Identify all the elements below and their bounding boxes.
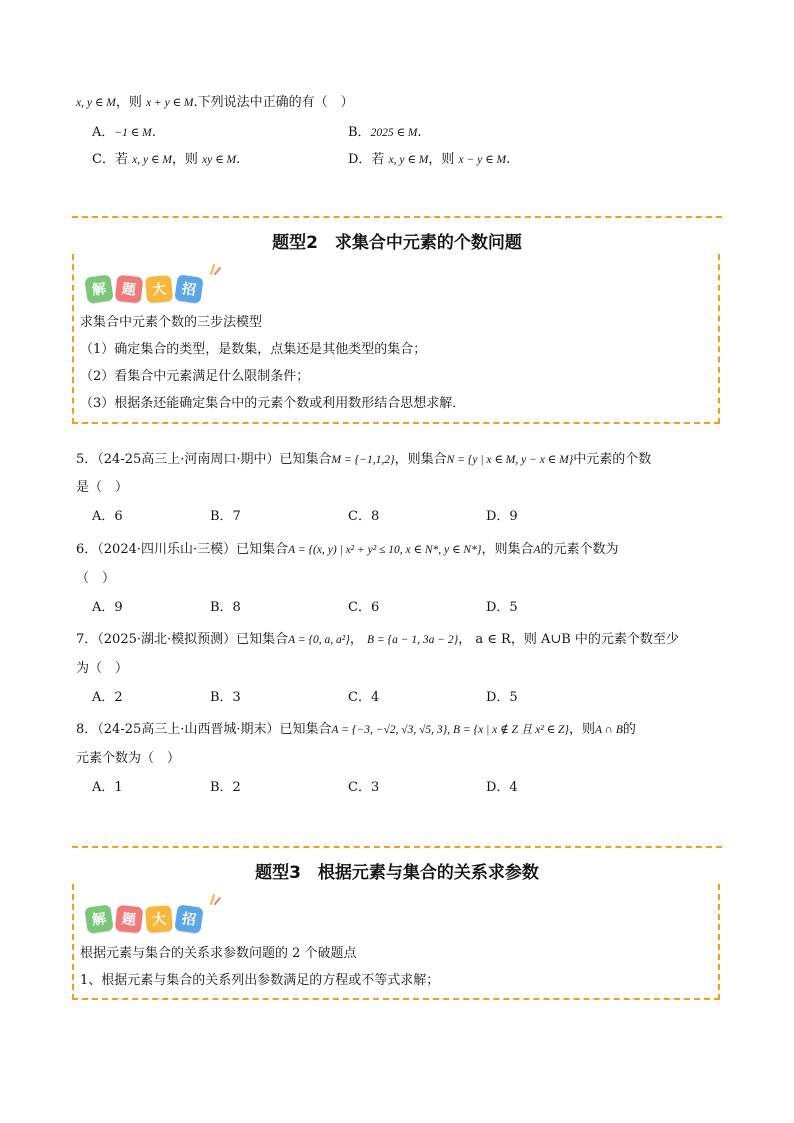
question-stem: x, y ∈ M，则 x + y ∈ M.下列说法中正确的有（ ） <box>76 95 354 110</box>
option-a: A．−1 ∈ M. <box>92 125 156 140</box>
tip-line: 求集合中元素个数的三步法模型 <box>80 315 263 330</box>
option: A．6 <box>92 509 123 524</box>
sparkle-icon <box>208 892 222 906</box>
section-title: 题型2 求集合中元素的个数问题 <box>272 233 522 253</box>
question-5-stem: 5．（24-25高三上·河南周口·期中）已知集合M = {−1,1,2}，则集合N = {y | x ∈ M, y − x ∈ M}中元素的个数 <box>76 452 652 467</box>
badge-tile: 大 <box>145 275 173 303</box>
option: C．6 <box>348 600 380 615</box>
tip-line: 1、根据元素与集合的关系列出参数满足的方程或不等式求解； <box>80 973 440 988</box>
tip-line: （3）根据条还能确定集合中的元素个数或利用数形结合思想求解． <box>80 396 466 411</box>
sparkle-icon <box>208 262 222 276</box>
question-6-stem-cont: （ ） <box>76 571 116 586</box>
section-divider <box>72 846 722 848</box>
tip-badge <box>86 906 202 932</box>
option: B．2 <box>210 780 241 795</box>
option: D．5 <box>486 600 518 615</box>
option: C．8 <box>348 509 380 524</box>
question-5-stem-cont: 是（ ） <box>76 480 129 495</box>
badge-tile: 招 <box>174 904 203 933</box>
option: D．4 <box>486 780 518 795</box>
option: B．7 <box>210 509 241 524</box>
option: B．8 <box>210 600 241 615</box>
option-d: D．若 x, y ∈ M，则 x − y ∈ M. <box>348 152 511 167</box>
option: C．3 <box>348 780 380 795</box>
question-7-stem: 7．（2025·湖北·模拟预测）已知集合A = {0, a, a²}， B = {a − 1, 3a − 2}， a ∈ R，则 A∪B 中的元素个数至少 <box>76 632 679 647</box>
tip-line: （1）确定集合的类型，是数集，点集还是其他类型的集合； <box>80 342 427 357</box>
question-8-stem: 8．（24-25高三上·山西晋城·期末）已知集合A = {−3, −√2, √3, √5, 3}, B = {x | x ∉ Z 且 x² ∈ Z}，则A ∩ B的 <box>76 722 636 737</box>
option: C．4 <box>348 690 380 705</box>
tip-line: （2）看集合中元素满足什么限制条件； <box>80 369 310 384</box>
section-title: 题型3 根据元素与集合的关系求参数 <box>255 863 539 883</box>
option-c: C．若 x, y ∈ M，则 xy ∈ M. <box>92 152 241 167</box>
badge-tile: 招 <box>174 274 203 303</box>
option: B．3 <box>210 690 241 705</box>
option: D．5 <box>486 690 518 705</box>
badge-tile: 题 <box>115 275 144 304</box>
badge-tile: 解 <box>84 274 113 303</box>
question-7-stem-cont: 为（ ） <box>76 661 129 676</box>
option-b: B．2025 ∈ M. <box>348 125 422 140</box>
question-8-stem-cont: 元素个数为（ ） <box>76 751 181 766</box>
section-divider <box>72 216 722 218</box>
tip-line: 根据元素与集合的关系求参数问题的 2 个破题点 <box>80 946 357 961</box>
option: A．9 <box>92 600 123 615</box>
option: D．9 <box>486 509 518 524</box>
option: A．2 <box>92 690 123 705</box>
badge-tile: 解 <box>84 904 113 933</box>
badge-tile: 大 <box>145 905 173 933</box>
tip-badge <box>86 276 202 302</box>
option: A．1 <box>92 780 123 795</box>
question-6-stem: 6．（2024·四川乐山·三模）已知集合A = {(x, y) | x² + y² ≤ 10, x ∈ N*, y ∈ N*}，则集合A的元素个数为 <box>76 542 619 557</box>
badge-tile: 题 <box>115 905 144 934</box>
